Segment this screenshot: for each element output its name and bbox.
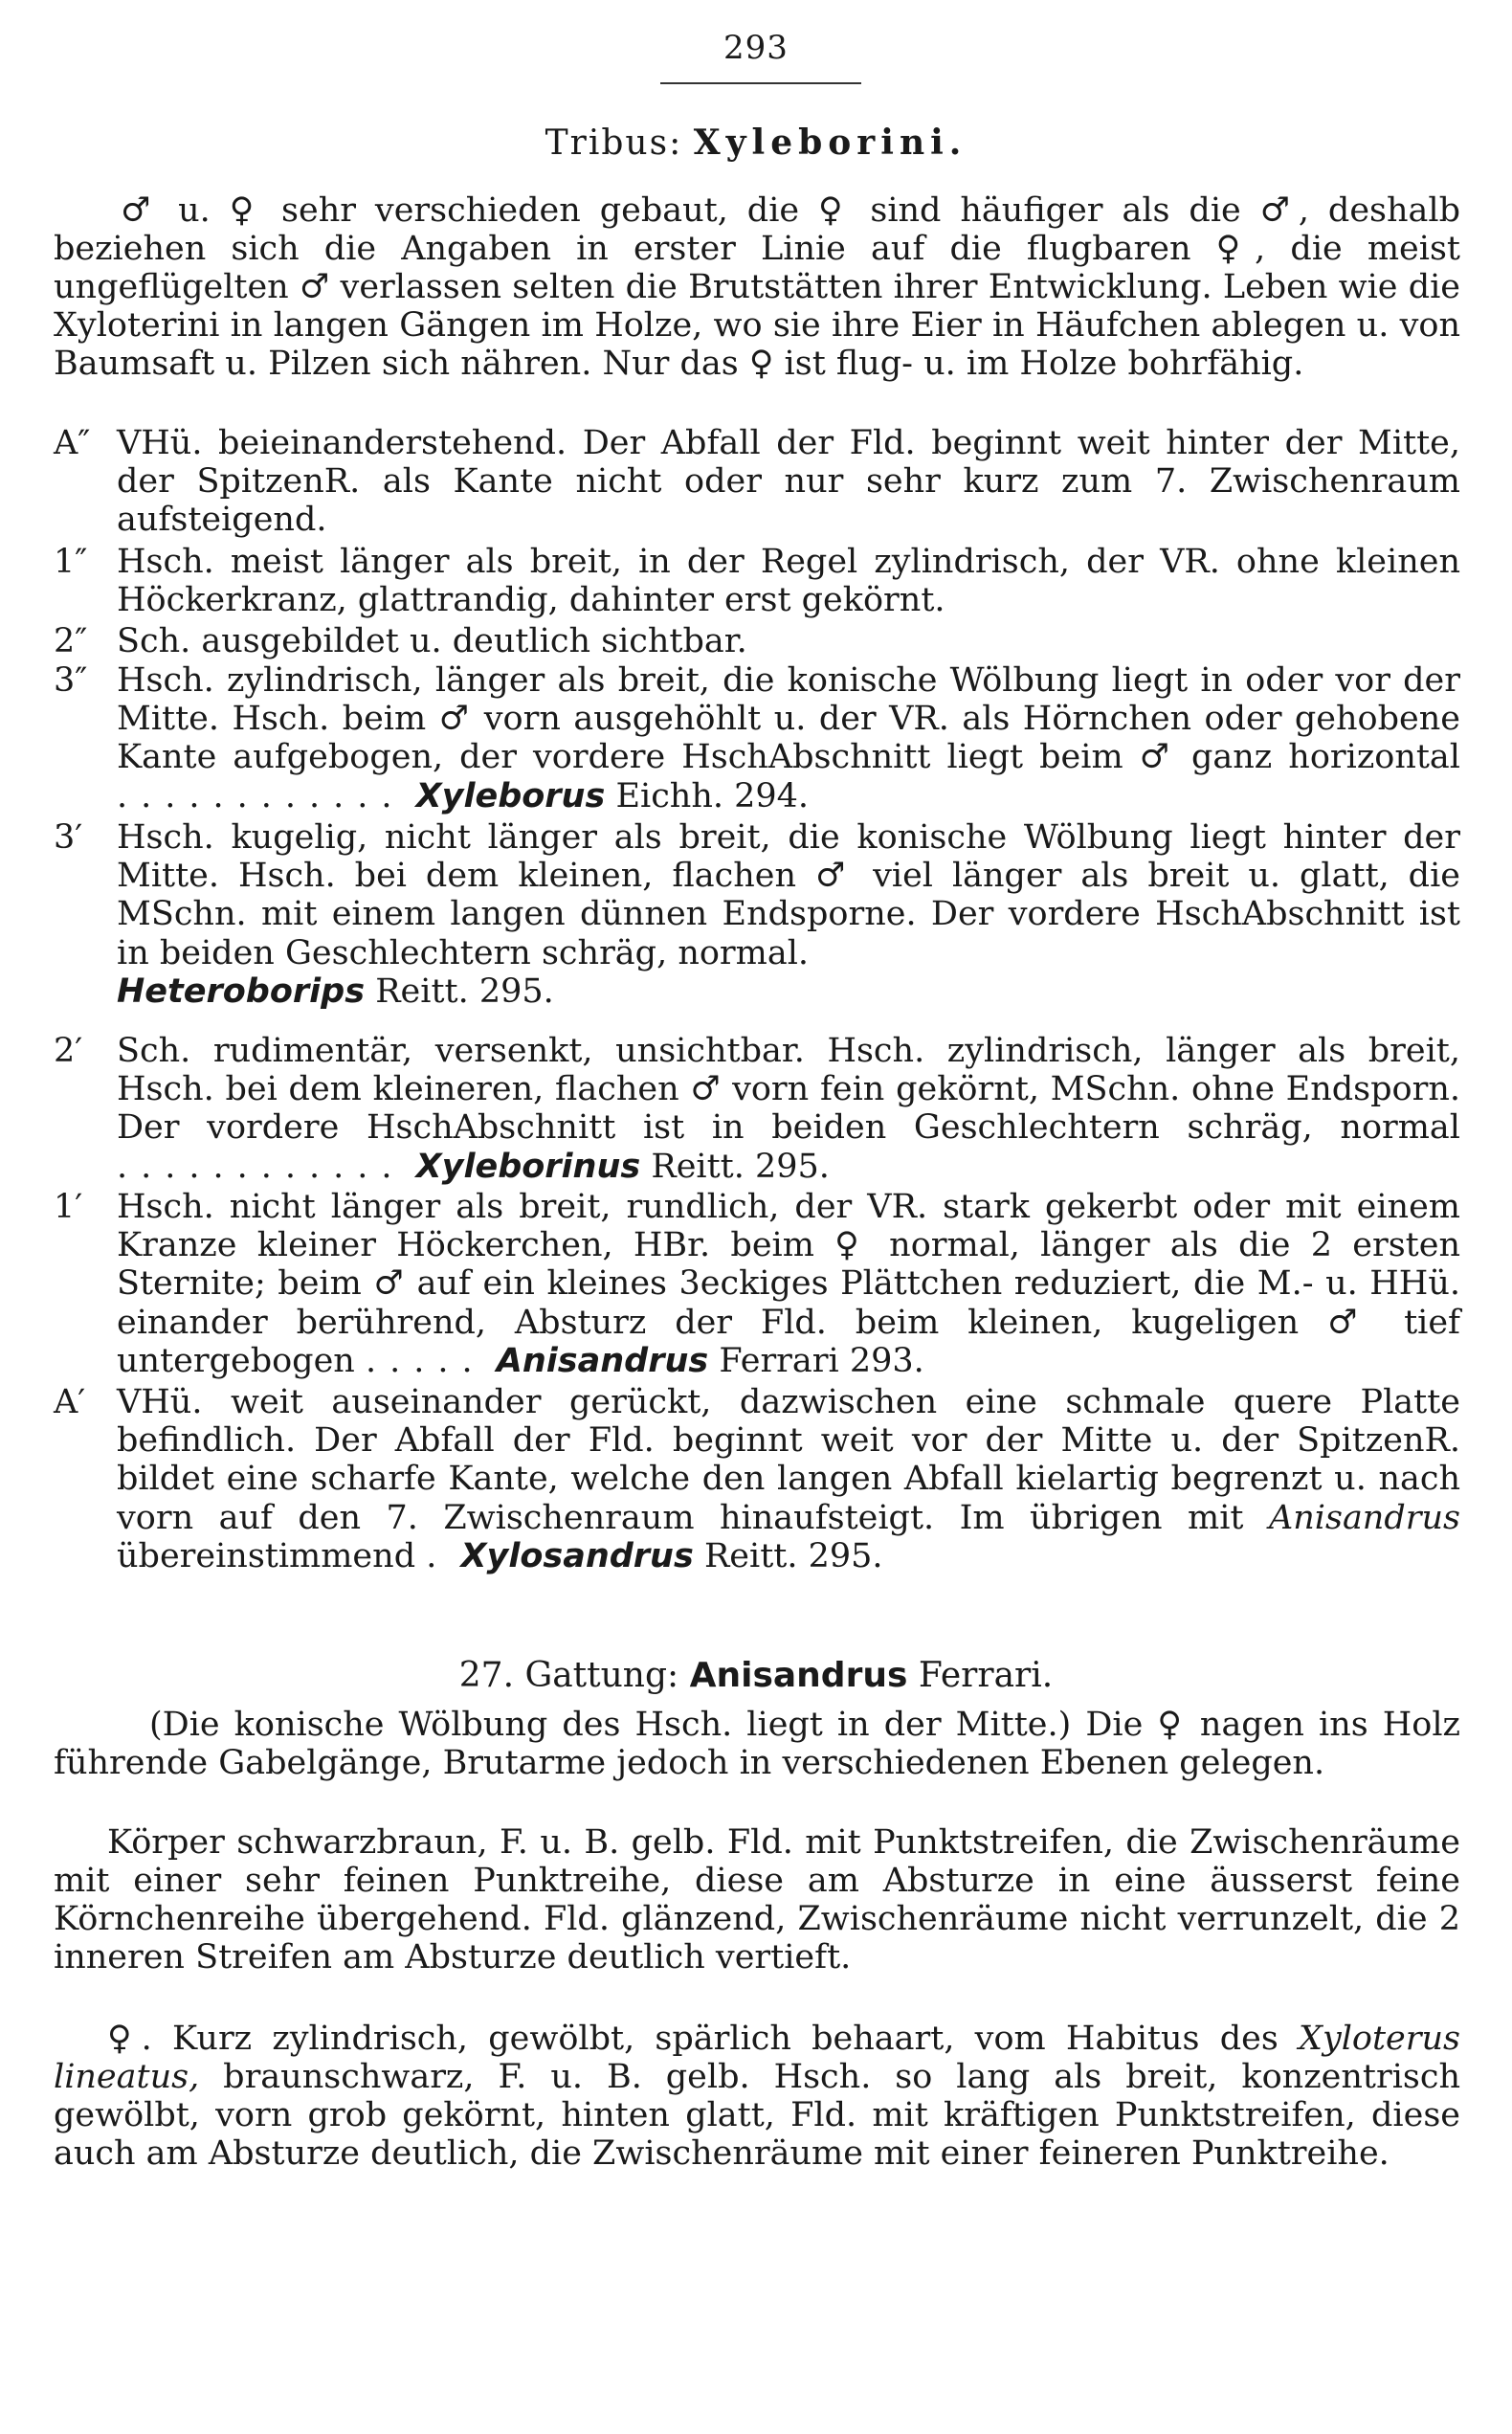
key-entry-3-single bbox=[54, 818, 1460, 1011]
key-entry-2-single bbox=[54, 1032, 1460, 1186]
genus-name: Heteroborips bbox=[117, 971, 366, 1011]
gattung-author: Ferrari. bbox=[918, 1656, 1054, 1695]
genus-italic: Anisandrus bbox=[1268, 1498, 1460, 1537]
tribus-name: Xyleborini. bbox=[693, 123, 967, 163]
description-text: braunschwarz, F. u. B. gelb. Hsch. so lang als breit, konzentrisch gewölbt, vorn grob gekörnt, hinten glatt, Fld. mit kräftigen Punktstreifen, diese auch am Absturze deutlich, die Zwischenräume mit einer feineren Punktreihe. bbox=[54, 2058, 1460, 2173]
key-entry-a2 bbox=[54, 424, 1460, 540]
gattung-name: Anisandrus bbox=[689, 1656, 908, 1695]
key-label: 2″ bbox=[54, 622, 88, 660]
description-paragraph bbox=[54, 2020, 1460, 2173]
leader-dots: ..... bbox=[366, 1341, 486, 1380]
key-text: VHü. beieinanderstehend. Der Abfall der Fld. beginnt weit hinter der Mitte, der SpitzenR. als Kante nicht oder nur sehr kurz zum 7. Zwischenraum aufsteigend. bbox=[117, 424, 1460, 540]
key-text bbox=[117, 1032, 1460, 1186]
key-label: 1″ bbox=[54, 543, 88, 581]
genus-name: Xyleborus bbox=[415, 776, 606, 815]
genus-reference: Eichh. 294. bbox=[615, 776, 810, 815]
key-label: 3″ bbox=[54, 661, 88, 700]
page-number: 293 bbox=[723, 29, 789, 67]
key-label: A″ bbox=[54, 424, 91, 462]
key-entry-2-double bbox=[54, 622, 1460, 660]
key-text: Sch. ausgebildet u. deutlich sichtbar. bbox=[117, 622, 747, 660]
description-text: ♀. Kurz zylindrisch, gewölbt, spärlich behaart, vom Habitus des bbox=[107, 2020, 1279, 2058]
key-entry-1-double bbox=[54, 543, 1460, 619]
header-rule bbox=[660, 82, 861, 84]
key-text: Hsch. kugelig, nicht länger als breit, die konische Wölbung liegt hinter der Mitte. Hsch. bei dem kleinen, flachen ♂ viel länger als breit u. glatt, die MSchn. mit einem langen dünnen Endsporne. Der vordere HschAbschnitt ist in beiden Geschlechtern schräg, normal. bbox=[117, 818, 1460, 972]
key-text bbox=[117, 1383, 1460, 1575]
genus-name: Xylosandrus bbox=[460, 1536, 694, 1575]
intro-paragraph: ♂ u. ♀ sehr verschieden gebaut, die ♀ sind häufiger als die ♂, deshalb beziehen sich die Angaben in erster Linie auf die flugbaren ♀, die meist ungeflügelten ♂ verlassen selten die Brutstätten ihrer Entwicklung. Leben wie die Xyloterini in langen Gängen im Holze, wo sie ihre Eier in Häufchen ablegen u. von Baumsaft u. Pilzen sich nähren. Nur das ♀ ist flug- u. im Holze bohrfähig. bbox=[54, 191, 1460, 383]
key-body: Hsch. zylindrisch, länger als breit, die konische Wölbung liegt in oder vor der Mitte. Hsch. beim ♂ vorn ausgehöhlt u. der VR. als Hörnchen oder gehobene Kante aufgebogen, der vordere HschAbschnitt liegt beim ♂ ganz horizontal bbox=[117, 661, 1460, 777]
key-body: Hsch. nicht länger als breit, rundlich, der VR. stark gekerbt oder mit einem Kranze kleiner Höckerchen, HBr. beim ♀ normal, länger als die 2 ersten Sternite; beim ♂ auf ein kleines 3eckiges Plättchen reduziert, die M.- u. HHü. einander berührend, Absturz der Fld. beim kleinen, kugeligen ♂ tief untergebogen bbox=[117, 1188, 1460, 1380]
gattung-prefix: 27. Gattung: bbox=[458, 1656, 679, 1695]
key-label: 3′ bbox=[54, 818, 83, 857]
leader-dots: ............ bbox=[117, 1147, 406, 1186]
tribus-heading bbox=[0, 123, 1512, 163]
key-body: VHü. weit auseinander gerückt, dazwischen eine schmale quere Platte befindlich. Der Abfall der Fld. beginnt weit vor der Mitte u. der SpitzenR. bildet eine scharfe Kante, welche den langen Abfall kielartig begrenzt u. nach vorn auf den 7. Zwischenraum hinaufsteigt. Im übrigen mit bbox=[117, 1383, 1460, 1537]
description-paragraph: Körper schwarzbraun, F. u. B. gelb. Fld. mit Punktstreifen, die Zwischenräume mit einer sehr feinen Punktreihe, diese am Absturze in eine äusserst feine Körnchenreihe übergehend. Fld. glänzend, Zwischenräume nicht verrunzelt, die 2 inneren Streifen am Absturze deutlich vertieft. bbox=[54, 1823, 1460, 1976]
key-text bbox=[117, 1188, 1460, 1380]
genus-line bbox=[117, 972, 1460, 1011]
key-entry-1-single bbox=[54, 1188, 1460, 1380]
genus-reference: Reitt. 295. bbox=[703, 1536, 883, 1575]
key-text bbox=[117, 661, 1460, 815]
gattung-heading bbox=[0, 1656, 1512, 1695]
leader-dots: . bbox=[426, 1536, 451, 1575]
species-name: Xyloterus lineatus, bbox=[54, 2020, 1460, 2096]
key-label: A′ bbox=[54, 1383, 86, 1421]
tribus-label: Tribus: bbox=[545, 123, 683, 163]
key-text: Hsch. meist länger als breit, in der Regel zylindrisch, der VR. ohne kleinen Höckerkranz, glattrandig, dahinter erst gekörnt. bbox=[117, 543, 1460, 620]
key-entry-a1 bbox=[54, 1383, 1460, 1575]
key-label: 2′ bbox=[54, 1032, 83, 1070]
key-label: 1′ bbox=[54, 1188, 83, 1226]
leader-dots: ............ bbox=[117, 776, 406, 815]
genus-reference: Ferrari 293. bbox=[719, 1341, 924, 1380]
genus-name: Anisandrus bbox=[496, 1341, 709, 1380]
key-body-end: übereinstimmend bbox=[117, 1536, 416, 1575]
genus-reference: Reitt. 295. bbox=[375, 971, 554, 1011]
key-entry-3-double bbox=[54, 661, 1460, 815]
genus-reference: Reitt. 295. bbox=[651, 1147, 830, 1186]
key-body: Sch. rudimentär, versenkt, unsichtbar. Hsch. zylindrisch, länger als breit, Hsch. bei dem kleineren, flachen ♂ vorn fein gekörnt, MSchn. ohne Endsporn. Der vordere HschAbschnitt ist in beiden Geschlechtern schräg, normal bbox=[117, 1032, 1460, 1148]
genus-name: Xyleborinus bbox=[415, 1147, 641, 1186]
description-paragraph: (Die konische Wölbung des Hsch. liegt in der Mitte.) Die ♀ nagen ins Holz führende Gabelgänge, Brutarme jedoch in verschiedenen Ebenen gelegen. bbox=[54, 1706, 1460, 1782]
